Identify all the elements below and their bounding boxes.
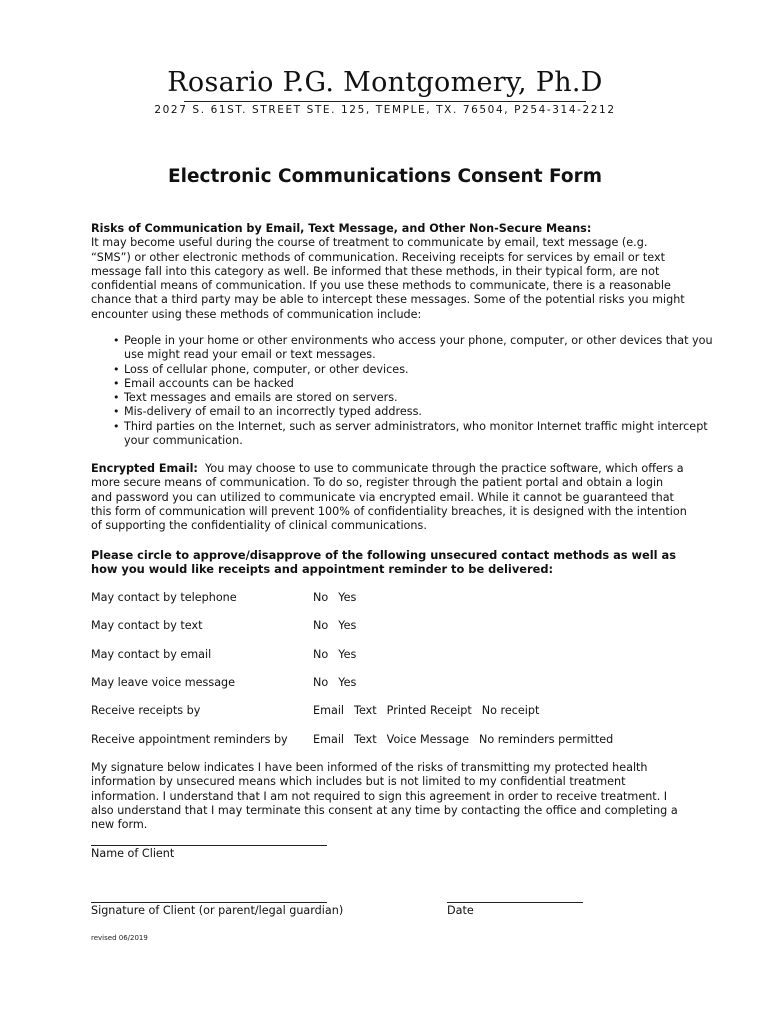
risks-heading: Risks of Communication by Email, Text Message, and Other Non-Secure Means: <box>91 222 592 235</box>
row-label: May contact by text <box>91 619 203 632</box>
risks-list <box>91 334 720 448</box>
list-item: • Mis-delivery of email to an incorrectly typed address. <box>124 405 720 419</box>
revision-note: revised 06/2019 <box>91 934 148 942</box>
form-title: Electronic Communications Consent Form <box>167 166 603 187</box>
option-printed-receipt[interactable]: Printed Receipt <box>386 704 472 717</box>
option-text[interactable]: Text <box>354 704 377 717</box>
option-yes[interactable]: Yes <box>338 591 357 604</box>
row-label: May contact by telephone <box>91 591 237 604</box>
option-text[interactable]: Text <box>354 733 377 746</box>
header-rule <box>184 101 586 102</box>
row-label: Receive receipts by <box>91 704 201 717</box>
client-name-label: Name of Client <box>91 847 175 860</box>
row-label: May leave voice message <box>91 676 236 689</box>
option-no[interactable]: No <box>313 591 329 604</box>
list-item: • Text messages and emails are stored on servers. <box>124 391 720 405</box>
date-label: Date <box>447 904 474 917</box>
risks-section <box>91 222 687 322</box>
client-signature-label: Signature of Client (or parent/legal guardian) <box>91 904 344 917</box>
option-yes[interactable]: Yes <box>338 676 357 689</box>
option-email[interactable]: Email <box>313 704 345 717</box>
option-no-reminders[interactable]: No reminders permitted <box>479 733 614 746</box>
option-yes[interactable]: Yes <box>338 619 357 632</box>
encrypted-email-body: You may choose to use to communicate through the practice software, which offers a more secure means of communication. To do so, register through the patient portal and obtain a login and password you can utilized to communicate via encrypted email. While it cannot be guaranteed that this form of communication will prevent 100% of confidentiality breaches, it is designed with the intention of supporting the confidentiality of clinical communications. <box>91 462 687 533</box>
option-voice-message[interactable]: Voice Message <box>386 733 470 746</box>
date-line[interactable] <box>447 902 583 903</box>
signature-statement: My signature below indicates I have been informed of the risks of transmitting my protected health information by unsecured means which includes but is not limited to my confidential treatment information. I understand that I am not required to sign this agreement in order to receive treatment. I also understand that I may terminate this consent at any time by contacting the office and completing a new form. <box>91 761 678 832</box>
option-no-receipt[interactable]: No receipt <box>481 704 540 717</box>
practitioner-name: Rosario P.G. Montgomery, Ph.D <box>167 67 603 98</box>
practice-address: 2027 S. 61ST. STREET STE. 125, TEMPLE, TX. 76504, P254-314-2212 <box>154 104 616 116</box>
list-item: • Third parties on the Internet, such as server administrators, who monitor Internet traffic might intercept your communication. <box>124 420 720 449</box>
option-no[interactable]: No <box>313 619 329 632</box>
list-item: • Email accounts can be hacked <box>124 377 720 391</box>
row-label: May contact by email <box>91 648 212 661</box>
option-yes[interactable]: Yes <box>338 648 357 661</box>
list-item: • Loss of cellular phone, computer, or other devices. <box>124 363 720 377</box>
row-label: Receive appointment reminders by <box>91 733 288 746</box>
option-no[interactable]: No <box>313 648 329 661</box>
encrypted-email-label: Encrypted Email: <box>91 462 198 475</box>
client-name-line[interactable] <box>91 845 327 846</box>
option-email[interactable]: Email <box>313 733 345 746</box>
circle-instructions: Please circle to approve/disapprove of the following unsecured contact methods as well as how you would like receipts and appointment reminder to be delivered: <box>91 548 677 577</box>
encrypted-email-section <box>91 462 687 533</box>
list-item: • People in your home or other environments who access your phone, computer, or other devices that you use might read your email or text messages. <box>124 334 720 363</box>
client-signature-line[interactable] <box>91 902 327 903</box>
option-no[interactable]: No <box>313 676 329 689</box>
risks-body: It may become useful during the course of treatment to communicate by email, text message (e.g. “SMS”) or other electronic methods of communication. Receiving receipts for services by email or text message fall into this category as well. Be informed that these methods, in their typical form, are not confidential means of communication. If you use these methods to communicate, there is a reasonable chance that a third party may be able to intercept these messages. Some of the potential risks you might encounter using these methods of communication include: <box>91 236 685 321</box>
